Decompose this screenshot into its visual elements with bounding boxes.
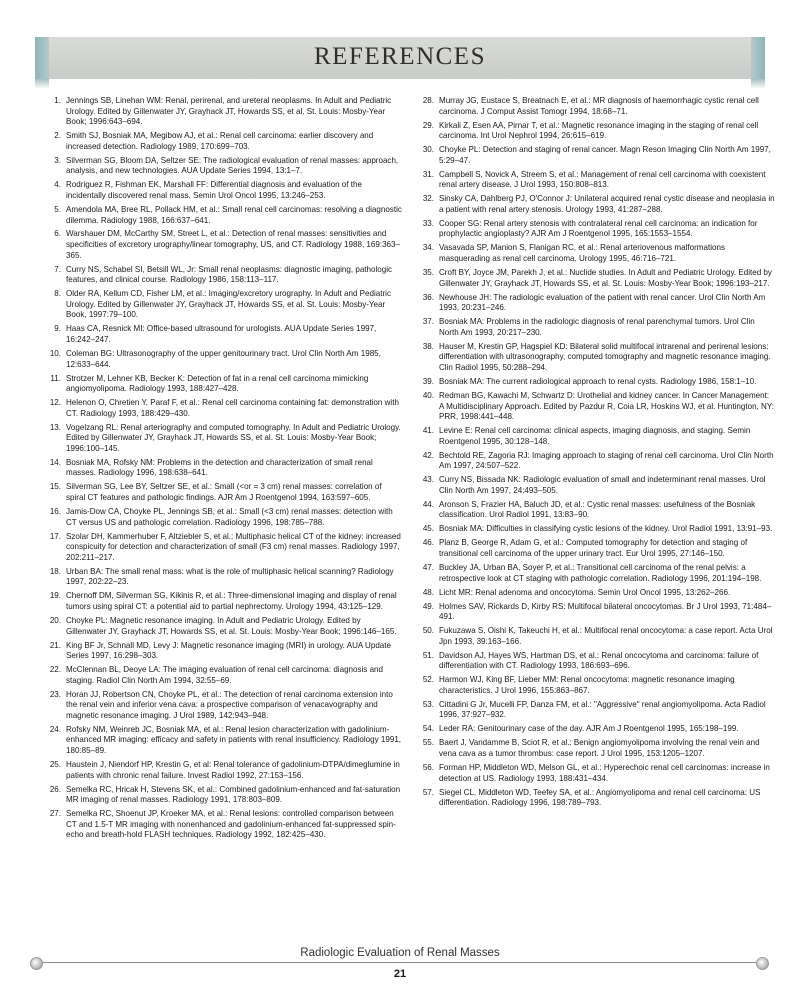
reference-item	[42, 423, 402, 455]
reference-number: 5.	[54, 204, 61, 214]
reference-number: 45.	[422, 524, 434, 534]
reference-number: 40.	[422, 390, 434, 400]
reference-item	[42, 265, 402, 286]
reference-number: 32.	[422, 194, 434, 204]
reference-text: Davidson AJ, Hayes WS, Hartman DS, et al.: Renal oncocytoma and carcinoma: failure of differentiation with CT. Radiology 1993, 186:693–696.	[439, 650, 759, 671]
reference-item	[415, 700, 775, 721]
reference-number: 55.	[422, 738, 434, 748]
reference-item	[415, 96, 775, 117]
reference-number: 21.	[49, 640, 61, 650]
reference-text: Croft BY, Joyce JM, Parekh J, et al.: Nuclide studies. In Adult and Pediatric Urology. Edited by Gillenwater JY, Grayhack JT, Howards SS, et al. St. Louis: Mosby-Year Book; 1996:193–217.	[439, 268, 772, 288]
reference-number: 8.	[54, 289, 61, 299]
reference-text: Bosniak MA, Rofsky NM: Problems in the detection and characterization of small renal masses. Radiology 1996, 198:638–641.	[66, 457, 373, 478]
reference-number: 51.	[422, 650, 434, 660]
reference-number: 57.	[422, 787, 434, 797]
reference-number: 38.	[422, 341, 434, 351]
reference-text: McClennan BL, Deoye LA: The imaging evaluation of renal cell carcinoma: diagnosis and staging. Radiol Clin North Am 1994, 32:55–69.	[66, 665, 383, 685]
reference-text: Coleman BG: Ultrasonography of the upper genitourinary tract. Urol Clin North Am 1985, 12:633–644.	[66, 348, 381, 369]
reference-text: Strotzer M, Lehner KB, Becker K: Detection of fat in a renal cell carcinoma mimicking angiomyolipoma. Radiology 1993, 188:427–428.	[66, 373, 369, 394]
reference-number: 23.	[49, 689, 61, 699]
reference-number: 52.	[422, 675, 434, 685]
reference-text: Licht MR: Renal adenoma and oncocytoma. Semin Urol Oncol 1995, 13:262–266.	[439, 587, 731, 597]
reference-number: 47.	[422, 562, 434, 572]
reference-item	[42, 156, 402, 177]
reference-number: 1.	[54, 96, 61, 105]
reference-text: Smith SJ, Bosniak MA, Megibow AJ, et al.: Renal cell carcinoma: earlier discovery and increased detection. Radiology 1989, 170:699–703.	[66, 131, 374, 151]
reference-text: Cooper SG: Renal artery stenosis with contralateral renal cell carcinoma: an indication for prophylactic angioplasty? AJR Am J Roentgenol 1995, 165:1553–1554.	[439, 218, 758, 239]
reference-text: Helenon O, Chretien Y, Paraf F, et al.: Renal cell carcinoma containing fat: demonstration with CT. Radiology 1993, 188:429–430.	[66, 398, 399, 418]
reference-item	[42, 349, 402, 370]
reference-number: 19.	[49, 591, 61, 601]
reference-number: 43.	[422, 475, 434, 485]
reference-number: 20.	[49, 615, 61, 625]
reference-number: 18.	[49, 566, 61, 576]
reference-number: 9.	[54, 324, 61, 334]
footer-title: Radiologic Evaluation of Renal Masses	[300, 947, 500, 959]
reference-number: 7.	[54, 264, 61, 274]
reference-item	[415, 391, 775, 423]
reference-number: 48.	[422, 587, 434, 597]
reference-number: 28.	[422, 96, 434, 105]
reference-number: 12.	[49, 398, 61, 408]
reference-text: Bosniak MA: Difficulties in classifying cystic lesions of the kidney. Urol Radiol 1991, 13:91–93.	[439, 524, 773, 534]
reference-number: 39.	[422, 376, 434, 386]
reference-item	[415, 651, 775, 672]
reference-text: Warshauer DM, McCarthy SM, Street L, et al.: Detection of renal masses: sensitivities and specificities of excretory urography/linear tomography, US, and CT. Radiology 1988, 169:363–365.	[66, 229, 400, 260]
reference-item	[415, 626, 775, 647]
reference-text: Vasavada SP, Manion S, Flanigan RC, et al.: Renal arteriovenous malformations masquerading as renal cell carcinoma. Urology 1995, 46:716–721.	[439, 243, 725, 264]
reference-item	[415, 788, 775, 809]
reference-number: 37.	[422, 317, 434, 327]
reference-text: Szolar DH, Kammerhuber F, Altziebler S, et al.: Multiphasic helical CT of the kidney: increased conspicuity for detection and characterization of small (F3 cm) renal masses. Radiology 1997, 202:211–217.	[66, 531, 401, 562]
reference-text: Murray JG, Eustace S, Breatnach E, et al.: MR diagnosis of haemorrhagic cystic renal cell carcinoma. J Comput Assist Tomogr 1994, 18:68–71.	[439, 96, 759, 116]
reference-text: Chernoff DM, Silverman SG, Kikinis R, et al.: Three-dimensional imaging and display of renal tumors using spiral CT: a potential aid to partial nephrectomy. Urology 1994, 43:125–129.	[66, 591, 397, 611]
reference-text: Fukuzawa S, Oishi K, Takeuchi H, et al.: Multifocal renal oncocytoma: a case report. Acta Urol Jpn 1993, 39:163–166.	[439, 626, 773, 646]
reference-item	[42, 567, 402, 588]
reference-text: Choyke PL: Magnetic resonance imaging. In Adult and Pediatric Urology. Edited by Gillenwater JY, Grayhack JT, Howards SS, et al. St. Louis: Mosby-Year Book; 1996:146–165.	[66, 615, 397, 636]
references-column-right	[415, 96, 775, 812]
reference-text: Silverman SG, Lee BY, Seltzer SE, et al.: Small (<or = 3 cm) renal masses: correlation of spiral CT features and pathologic findings. AJR Am J Roentgenol 1994, 163:597–605.	[66, 482, 382, 503]
reference-number: 31.	[422, 169, 434, 179]
reference-number: 6.	[54, 229, 61, 239]
reference-item	[42, 96, 402, 128]
reference-text: Harmon WJ, King BF, Lieber MM: Renal oncocytoma: magnetic resonance imaging characteristics. J Urol 1996, 155:863–867.	[439, 675, 735, 695]
reference-text: King BF Jr, Schnall MD, Levy J: Magnetic resonance imaging (MRI) in urology. AUA Update Series 1997, 16:298–303.	[66, 640, 391, 661]
reference-number: 50.	[422, 626, 434, 636]
reference-item	[42, 760, 402, 781]
reference-item	[415, 170, 775, 191]
reference-number: 4.	[54, 180, 61, 190]
footer-rule	[40, 962, 760, 963]
reference-item	[42, 641, 402, 662]
reference-number: 30.	[422, 145, 434, 155]
reference-number: 41.	[422, 426, 434, 436]
reference-item	[415, 426, 775, 447]
reference-list-left	[42, 96, 402, 841]
reference-text: Aronson S, Frazier HA, Baluch JD, et al.: Cystic renal masses: usefulness of the Bosniak classification. Urol Radiol 1991, 13:83–90.	[439, 499, 756, 520]
reference-item	[42, 131, 402, 152]
reference-item	[42, 690, 402, 722]
reference-item	[415, 724, 775, 735]
reference-text: Semelka RC, Hricak H, Stevens SK, et al.: Combined gadolinium-enhanced and fat-saturation MR imaging of renal masses. Radiology 1991, 178:803–809.	[66, 784, 401, 805]
reference-text: Curry NS, Schabel SI, Betsill WL, Jr: Small renal neoplasms: diagnostic imaging, pathologic features, and clinical course. Radiology 1986, 158:113–117.	[66, 264, 393, 285]
reference-text: Cittadini G Jr, Mucelli FP, Danza FM, et al.: "Aggressive" renal angiomyolipoma. Acta Radiol 1996, 37:927–932.	[439, 699, 766, 720]
reference-number: 44.	[422, 499, 434, 509]
reference-text: Hauser M, Krestin GP, Hagspiel KD: Bilateral solid multifocal intrarenal and perirenal lesions: differentiation with ultrasonography, computed tomography and magnetic resonance imaging. Clin Radiol 1995, 50:288–294.	[439, 341, 771, 372]
reference-number: 2.	[54, 131, 61, 141]
reference-number: 3.	[54, 155, 61, 165]
reference-number: 22.	[49, 665, 61, 675]
reference-text: Holmes SAV, Rickards D, Kirby RS: Multifocal bilateral oncocytomas. Br J Urol 1993, 71:484–491.	[439, 601, 772, 622]
reference-number: 17.	[49, 531, 61, 541]
reference-item	[415, 500, 775, 521]
reference-item	[415, 538, 775, 559]
reference-number: 25.	[49, 760, 61, 770]
reference-text: Buckley JA, Urban BA, Soyer P, et al.: Transitional cell carcinoma of the renal pelvis: a retrospective look at CT staging with pathologic correlation. Radiology 1996, 201:194–198.	[439, 562, 762, 583]
reference-text: Bosniak MA: Problems in the radiologic diagnosis of renal parenchymal tumors. Urol Clin North Am 1993, 20:217–230.	[439, 317, 755, 337]
reference-number: 13.	[49, 422, 61, 432]
reference-item	[415, 145, 775, 166]
reference-text: Campbell S, Novick A, Streem S, et al.: Management of renal cell carcinoma with coexistent renal artery disease. J Urol 1993, 150:808–813.	[439, 169, 766, 190]
reference-number: 10.	[49, 348, 61, 358]
reference-item	[415, 293, 775, 314]
reference-text: Siegel CL, Middleton WD, Teefey SA, et al.: Angiomyolipoma and renal cell carcinoma: US differentiation. Radiology 1996, 198:789–793.	[439, 787, 761, 808]
reference-number: 46.	[422, 538, 434, 548]
reference-number: 34.	[422, 243, 434, 253]
reference-number: 54.	[422, 724, 434, 734]
reference-item	[415, 602, 775, 623]
reference-list-right	[415, 96, 775, 809]
reference-item	[415, 121, 775, 142]
reference-text: Rofsky NM, Weinreb JC, Bosniak MA, et al.: Renal lesion characterization with gadolinium-enhanced MR imaging: efficacy and safety in patients with renal insufficiency. Radiology 1991, 180:85–89.	[66, 724, 402, 756]
reference-item	[42, 616, 402, 637]
reference-item	[42, 725, 402, 757]
reference-item	[42, 482, 402, 503]
reference-text: Kirkali Z, Esen AA, Pirnar T, et al.: Magnetic resonance imaging in the staging of renal cell carcinoma. Int Urol Nephrol 1994, 26:615–619.	[439, 120, 759, 141]
reference-text: Amendola MA, Bree RL, Pollack HM, et al.: Small renal cell carcinomas: resolving a diagnostic dilemma. Radiology 1988, 166:637–641.	[66, 204, 402, 225]
reference-text: Sinsky CA, Dahlberg PJ, O'Connor J: Unilateral acquired renal cystic disease and neoplasia in a patient with renal artery stenosis. Urology 1993, 41:287–288.	[439, 194, 775, 214]
reference-number: 11.	[50, 373, 61, 383]
reference-text: Levine E: Renal cell carcinoma: clinical aspects, imaging diagnosis, and staging. Semin Roentgenol 1995, 30:128–148.	[439, 426, 751, 446]
reference-item	[415, 451, 775, 472]
reference-item	[415, 268, 775, 289]
reference-number: 42.	[422, 450, 434, 460]
reference-text: Newhouse JH: The radiologic evaluation of the patient with renal cancer. Urol Clin North Am 1993, 20:231–246.	[439, 292, 766, 313]
reference-number: 15.	[49, 482, 61, 492]
reference-text: Haas CA, Resnick MI: Office-based ultrasound for urologists. AUA Update Series 1997, 16:242–247.	[66, 324, 377, 344]
reference-item	[42, 591, 402, 612]
reference-item	[415, 524, 775, 535]
reference-text: Rodriguez R, Fishman EK, Marshall FF: Differential diagnosis and evaluation of the incidentally discovered renal mass. Semin Urol Oncol 1995, 13:246–253.	[66, 180, 362, 200]
reference-item	[415, 475, 775, 496]
reference-item	[42, 532, 402, 564]
reference-text: Jamis-Dow CA, Choyke PL, Jennings SB, et al.: Small (<3 cm) renal masses: detection with CT versus US and pathologic correlation. Radiology 1996, 198:785–788.	[66, 507, 393, 527]
reference-item	[42, 374, 402, 395]
reference-item	[42, 785, 402, 806]
reference-item	[42, 205, 402, 226]
reference-text: Semelka RC, Shoenut JP, Kroeker MA, et al.: Renal lesions: controlled comparison between CT and 1.5-T MR imaging with nonenhanced and gadolinium-enhanced fat-suppressed spin-echo and breath-hold FLASH techniques. Radiology 1992, 182:425–430.	[66, 809, 396, 840]
reference-text: Vogelzang RL: Renal arteriography and computed tomography. In Adult and Pediatric Urology. Edited by Gillenwater JY, Grayhack JT, Howards SS, et al. St. Louis: Mosby-Year Book; 1996:100–145.	[66, 422, 401, 453]
reference-text: Urban BA: The small renal mass: what is the role of multiphasic helical scanning? Radiology 1997, 202:22–23.	[66, 566, 394, 587]
reference-item	[415, 317, 775, 338]
reference-text: Leder RA: Genitourinary case of the day. AJR Am J Roentgenol 1995, 165:198–199.	[439, 724, 739, 734]
reference-number: 14.	[49, 457, 61, 467]
reference-item	[415, 194, 775, 215]
reference-number: 29.	[422, 120, 434, 130]
reference-text: Planz B, George R, Adam G, et al.: Computed tomography for detection and staging of transitional cell carcinoma of the upper urinary tract. Eur Urol 1995, 27:146–150.	[439, 538, 748, 558]
reference-item	[415, 342, 775, 374]
reference-item	[415, 763, 775, 784]
reference-item	[415, 377, 775, 388]
reference-text: Choyke PL: Detection and staging of renal cancer. Magn Reson Imaging Clin North Am 1997, 5:29–47.	[439, 145, 771, 165]
reference-number: 35.	[422, 268, 434, 278]
reference-text: Haustein J, Niendorf HP, Krestin G, et al: Renal tolerance of gadolinium-DTPA/dimeglumine in patients with chronic renal failure. Invest Radiol 1992, 27:153–156.	[66, 760, 400, 780]
reference-text: Bechtold RE, Zagoria RJ: Imaging approach to staging of renal cell carcinoma. Urol Clin North Am 1997, 24:507–522.	[439, 450, 774, 471]
reference-item	[415, 243, 775, 264]
reference-text: Silverman SG, Bloom DA, Seltzer SE: The radiological evaluation of renal masses: approach, analysis, and new technologies. AUA Update Series 1994, 13:1–7.	[66, 155, 399, 176]
reference-item	[42, 665, 402, 686]
reference-text: Baert J, Vandamme B, Sciot R, et al.: Benign angiomyolipoma involving the renal vein and vena cava as a tumor thrombus: case report. J Urol 1995, 153:1205–1207.	[439, 738, 760, 759]
reference-number: 24.	[49, 724, 61, 734]
reference-item	[42, 229, 402, 261]
reference-item	[415, 219, 775, 240]
reference-number: 56.	[422, 763, 434, 772]
reference-number: 36.	[422, 292, 434, 302]
references-column-left	[42, 96, 402, 844]
reference-text: Older RA, Kellum CD, Fisher LM, et al.: Imaging/excretory urography. In Adult and Pediatric Urology. Edited by Gillenwater JY, Grayhack JT, Howards SS, et al. St. Louis: Mosby-Year Book, 1997:79–100.	[66, 289, 391, 320]
reference-number: 49.	[422, 601, 434, 611]
reference-text: Forman HP, Middleton WD, Melson GL, et al.: Hyperechoic renal cell carcinomas: increase in detection at US. Radiology 1993, 188:431–434.	[439, 763, 770, 783]
reference-number: 26.	[49, 784, 61, 794]
header-banner	[35, 37, 765, 79]
page-number: 21	[393, 968, 407, 980]
reference-text: Redman BG, Kawachi M, Schwartz D: Urothelial and kidney cancer. In Cancer Management: A Multidisciplinary Approach. Edited by Pazdur R, Coia LR, Hoskins WJ, et al. Huntington, NY: PRR, 1998:441–448.	[439, 390, 774, 422]
reference-item	[42, 398, 402, 419]
reference-item	[415, 675, 775, 696]
reference-text: Bosniak MA: The current radiological approach to renal cysts. Radiology 1986, 158:1–10.	[439, 376, 757, 386]
reference-number: 27.	[49, 809, 61, 819]
reference-item	[42, 324, 402, 345]
reference-item	[42, 507, 402, 528]
reference-item	[42, 809, 402, 841]
reference-text: Horan JJ, Robertson CN, Choyke PL, et al.: The detection of renal carcinoma extension into the renal vein and inferior vena cava: a prospective comparison of venacavography and magnetic resonance imaging. J Urol 1989, 142:943–948.	[66, 689, 393, 720]
reference-item	[415, 738, 775, 759]
reference-text: Jennings SB, Linehan WM: Renal, perirenal, and ureteral neoplasms. In Adult and Pediatric Urology. Edited by Gillenwater JY, Grayhack JT, Howards SS, et al. St. Louis: Mosby-Year Book; 1996:643–694.	[66, 96, 392, 127]
reference-item	[42, 458, 402, 479]
reference-item	[42, 180, 402, 201]
reference-item	[42, 289, 402, 321]
reference-text: Curry NS, Bissada NK: Radiologic evaluation of small and indeterminant renal masses. Urol Clin North Am 1997, 24:493–505.	[439, 475, 766, 495]
reference-number: 53.	[422, 699, 434, 709]
reference-item	[415, 563, 775, 584]
page-title: REFERENCES	[314, 43, 486, 70]
reference-number: 33.	[422, 218, 434, 228]
reference-item	[415, 588, 775, 599]
reference-number: 16.	[49, 507, 61, 517]
